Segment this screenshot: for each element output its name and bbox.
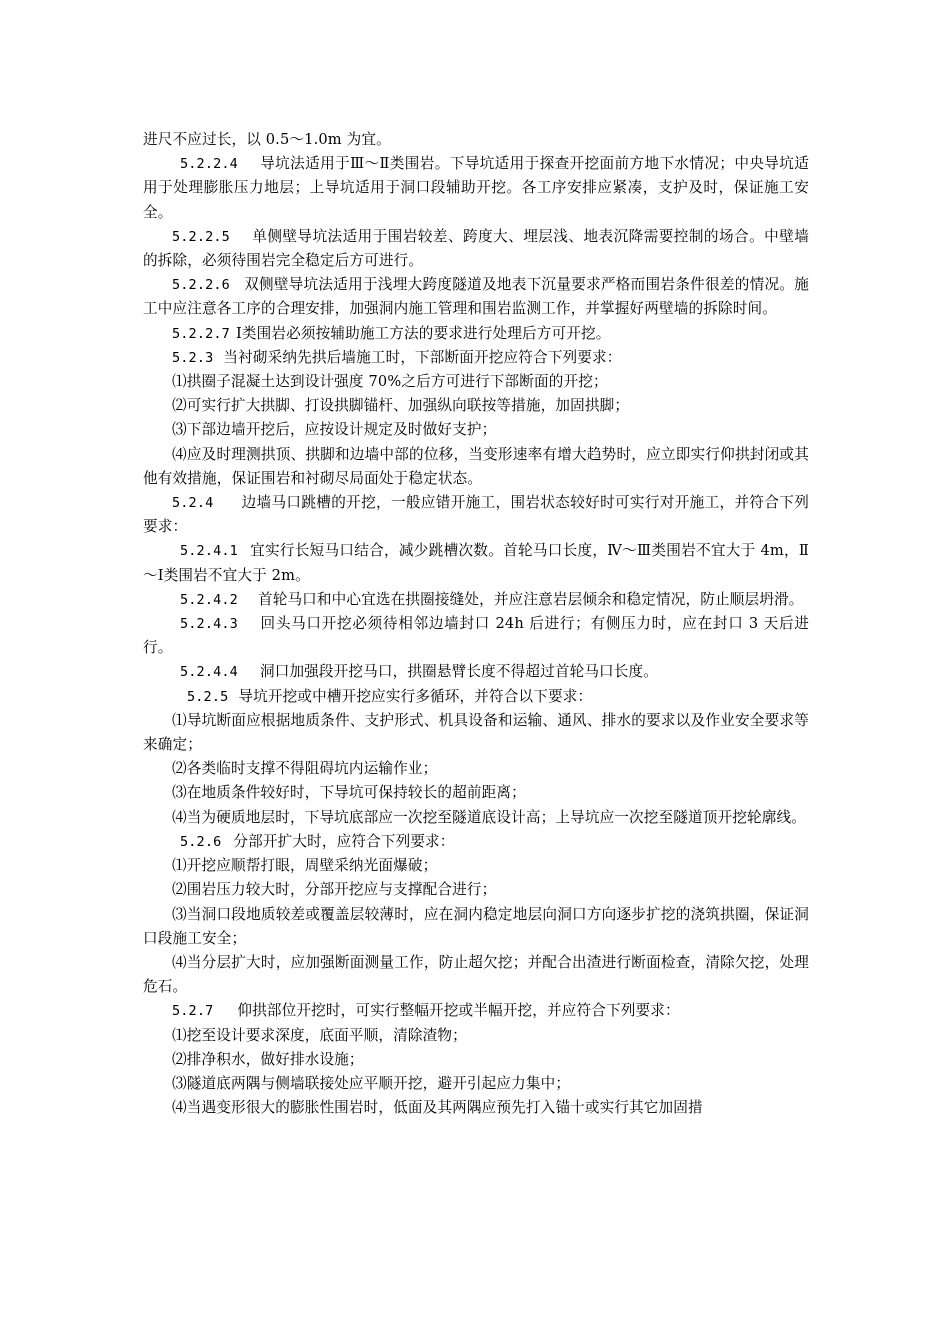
clause-5-2-4	[143, 491, 809, 539]
clause-number: 5.2.4.2	[180, 591, 238, 608]
clause-5-2-2-5	[143, 225, 809, 273]
list-item-text: ⑷当为硬质地层时，下导坑底部应一次挖至隧道底设计高；上导坑应一次挖至隧道顶开挖轮廓线。	[172, 808, 806, 826]
clause-number: 5.2.2.7	[172, 325, 230, 342]
list-item-text: ⑵可实行扩大拱脚、打设拱脚锚杆、加强纵向联按等措施，加固拱脚；	[172, 397, 630, 415]
clause-number: 5.2.2.5	[172, 228, 230, 245]
clause-text: 导坑开挖或中槽开挖应实行多循环，并符合以下要求：	[238, 687, 593, 705]
clause-text: 当衬砌采纳先拱后墙施工时，下部断面开挖应符合下列要求：	[223, 348, 622, 366]
list-item-text: ⑶在地质条件较好时，下导坑可保持较长的超前距离；	[172, 784, 526, 802]
clause-text: 仰拱部位开挖时，可实行整幅开挖或半幅开挖，并应符合下列要求：	[237, 1002, 680, 1020]
clause-5-2-4-3	[143, 612, 809, 660]
clause-number: 5.2.4	[172, 495, 214, 512]
list-item	[143, 709, 809, 757]
clause-number: 5.2.2.6	[172, 277, 230, 294]
clause-text: 单侧壁导坑法适用于围岩较差、跨度大、埋层浅、地表沉降需要控制的场合。中壁墙的拆除，必须待围岩完全稳定后方可进行。	[143, 227, 809, 270]
list-item-text: ⑵围岩压力较大时，分部开挖应与支撑配合进行；	[172, 881, 497, 899]
list-item-text: ⑴挖至设计要求深度，底面平顺，清除渣物；	[172, 1026, 467, 1044]
clause-text: Ⅰ类围岩必须按辅助施工方法的要求进行处理后方可开挖。	[235, 324, 611, 342]
clause-5-2-5	[143, 685, 809, 709]
paragraph-continuation	[143, 128, 809, 152]
clause-number: 5.2.5	[187, 688, 229, 705]
list-item-text: ⑵排净积水，做好排水设施；	[172, 1050, 364, 1068]
list-item	[143, 951, 809, 999]
list-item-text: ⑶当洞口段地质较差或覆盖层较薄时，应在洞内稳定地层向洞口方向逐步扩挖的浇筑拱圈，保证洞口段施工安全；	[143, 905, 809, 947]
list-item	[143, 394, 809, 418]
list-item-text: ⑴导坑断面应根据地质条件、支护形式、机具设备和运输、通风、排水的要求以及作业安全要求等来确定；	[143, 711, 809, 754]
clause-5-2-7	[143, 999, 809, 1023]
clause-text: 分部开扩大时，应符合下列要求：	[233, 832, 455, 850]
list-item	[143, 903, 809, 951]
list-item	[143, 443, 809, 491]
list-item	[143, 370, 809, 394]
list-item	[143, 878, 809, 902]
list-item-text: ⑴开挖应顺帮打眼，周壁采纳光面爆破；	[172, 857, 438, 875]
list-item-text: ⑵各类临时支撑不得阻碍坑内运输作业；	[172, 760, 438, 778]
clause-5-2-3	[143, 346, 809, 370]
clause-5-2-2-6	[143, 273, 809, 321]
clause-5-2-6	[143, 830, 809, 854]
clause-5-2-2-7	[143, 322, 809, 346]
clause-text: 双侧壁导坑法适用于浅埋大跨度隧道及地表下沉量要求严格而围岩条件很差的情况。施工中应注意各工序的合理安排，加强洞内施工管理和围岩监测工作，并掌握好两壁墙的拆除时间。	[143, 276, 809, 318]
clause-text: 回头马口开挖必须待相邻边墙封口 24h 后进行；有侧压力时，应在封口 3 天后进行。	[143, 615, 809, 657]
list-item	[143, 854, 809, 878]
list-item-text: ⑷应及时理测拱顶、拱脚和边墙中部的位移，当变形速率有增大趋势时，应立即实行仰拱封闭或其他有效措施，保证围岩和衬砌尽局面处于稳定状态。	[143, 445, 809, 487]
list-item-text: ⑴拱圈子混凝土达到设计强度 70%之后方可进行下部断面的开挖；	[172, 373, 608, 391]
list-item	[143, 1048, 809, 1072]
clause-5-2-4-1	[143, 539, 809, 587]
list-item-text: ⑶隧道底两隅与侧墙联接处应平顺开挖，避开引起应力集中；	[172, 1074, 571, 1092]
list-item-text: ⑷当遇变形很大的膨胀性围岩时，低面及其两隅应预先打入锚十或实行其它加固措	[172, 1099, 703, 1117]
clause-number: 5.2.4.3	[180, 616, 238, 633]
list-item	[143, 1096, 809, 1120]
list-item	[143, 757, 809, 781]
clause-5-2-4-4	[143, 660, 809, 684]
clause-number: 5.2.6	[180, 833, 222, 850]
clause-text: 边墙马口跳槽的开挖，一般应错开施工，围岩状态较好时可实行对开施工，并符合下列要求：	[143, 494, 809, 536]
clause-number: 5.2.2.4	[180, 156, 238, 173]
list-item-text: ⑷当分层扩大时，应加强断面测量工作，防止超欠挖；并配合出渣进行断面检查，清除欠挖，处理危石。	[143, 953, 809, 996]
clause-text: 导坑法适用于Ⅲ～Ⅱ类围岩。下导坑适用于探查开挖面前方地下水情况；中央导坑适用于处理膨胀压力地层；上导坑适用于洞口段辅助开挖。各工序安排应紧凑，支护及时，保证施工安全。	[143, 155, 809, 221]
paragraph-text: 进尺不应过长，以 0.5～1.0m 为宜。	[143, 131, 391, 148]
clause-number: 5.2.7	[172, 1003, 214, 1020]
clause-number: 5.2.3	[172, 349, 214, 366]
list-item	[143, 1024, 809, 1048]
list-item	[143, 781, 809, 805]
clause-text: 首轮马口和中心宜选在拱圈接缝处，并应注意岩层倾余和稳定情况，防止顺层坍滑。	[257, 590, 804, 608]
document-body	[143, 128, 809, 1120]
clause-text: 宜实行长短马口结合，减少跳槽次数。首轮马口长度，Ⅳ～Ⅲ类围岩不宜大于 4m，Ⅱ～Ⅰ类围岩不宜大于 2m。	[143, 542, 809, 584]
list-item	[143, 1072, 809, 1096]
clause-number: 5.2.4.1	[180, 543, 238, 560]
clause-text: 洞口加强段开挖马口，拱圈悬臂长度不得超过首轮马口长度。	[259, 663, 659, 681]
clause-number: 5.2.4.4	[180, 664, 238, 681]
clause-5-2-2-4	[143, 152, 809, 225]
list-item	[143, 418, 809, 442]
list-item-text: ⑶下部边墙开挖后，应按设计规定及时做好支护；	[172, 421, 497, 439]
list-item	[143, 806, 809, 830]
clause-5-2-4-2	[143, 588, 809, 612]
